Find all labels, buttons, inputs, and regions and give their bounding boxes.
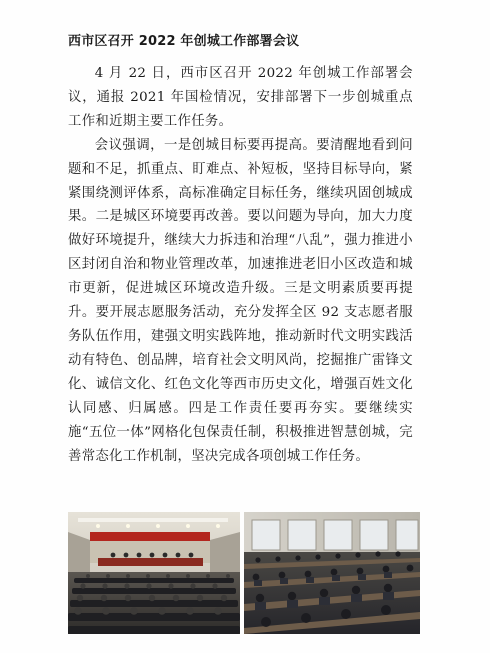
paragraph-meeting-emphasis: 会议强调，一是创城目标要再提高。要清醒地看到问题和不足，抓重点、盯难点、补短板，坚持目标导向，紧紧围绕测评体系，高标准确定目标任务，继续巩固创城成果。二是城区环境要再改善。要以问题为导向，加大力度做好环境提升，继续大力拆违和治理“八乱”，强力推进小区封闭自治和物业管理改革，加速推进老旧小区改造和城市更新，促进城区环境改造升级。三是文明素质要再提升。要开展志愿服务活动，充分发挥全区 92 支志愿者服务队伍作用，建强文明实践阵地，推动新时代文明实践活动有特色、创品牌，培育社会文明风尚，挖掘推广雷锋文化、诚信文化、红色文化等西市历史文化，增强百姓文化认同感、归属感。四是工作责任要再夯实。要继续实施“五位一体”网格化包保责任制，积极推进智慧创城，完善常态化工作机制，坚决完成各项创城工作任务。 [68, 137, 413, 464]
document-title: 西市区召开 2022 年创城工作部署会议 [68, 34, 300, 49]
meeting-photo-audience-image [244, 512, 420, 634]
meeting-photo-hall-front [68, 512, 240, 634]
photo-strip [68, 512, 420, 634]
meeting-photo-hall-front-image [68, 512, 240, 634]
paragraph-intro: 4 月 22 日，西市区召开 2022 年创城工作部署会议，通报 2021 年国检情况，安排部署下一步创城重点工作和近期主要工作任务。 [68, 66, 413, 129]
document-body [68, 62, 413, 468]
meeting-photo-audience [244, 512, 420, 634]
